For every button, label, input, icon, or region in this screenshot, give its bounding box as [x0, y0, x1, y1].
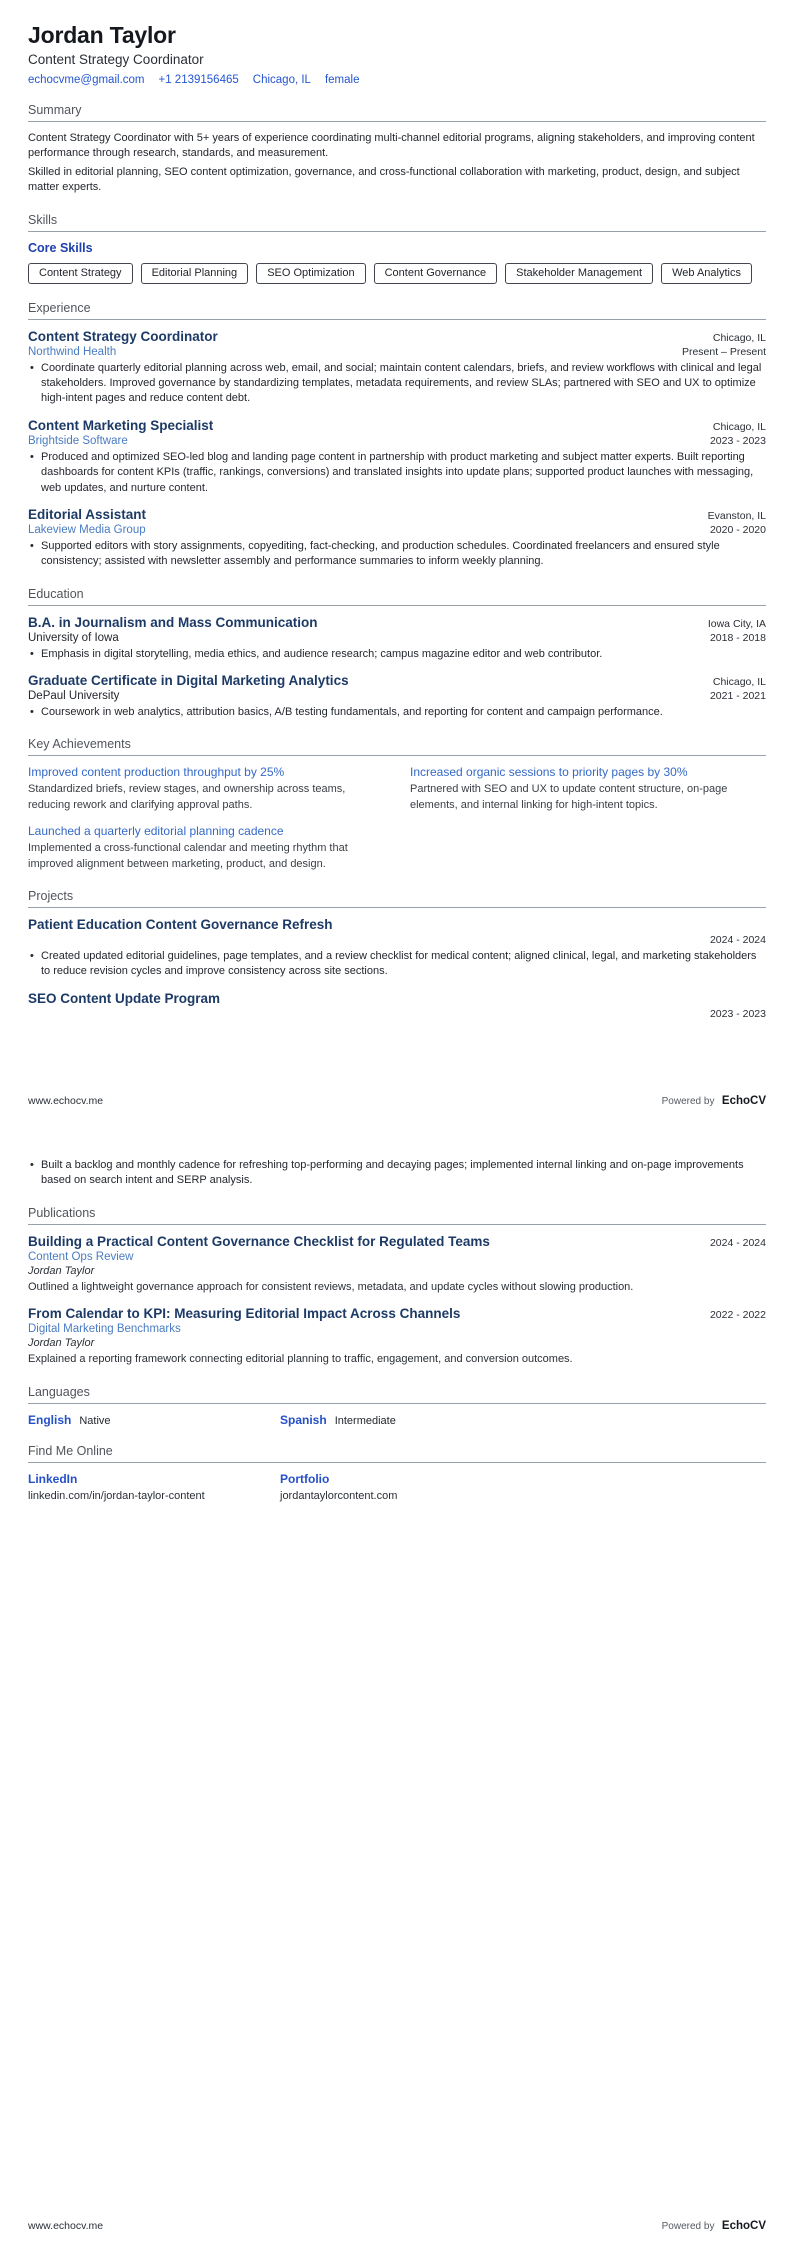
experience-entry: [28, 507, 766, 570]
achievement-title: Increased organic sessions to priority pages by 30%: [410, 765, 688, 780]
online-link-url[interactable]: jordantaylorcontent.com: [280, 1489, 398, 1502]
person-role: Content Strategy Coordinator: [28, 52, 204, 67]
footer-powered-by: [662, 2216, 766, 2234]
language-item: [280, 1413, 766, 1427]
education-entry: [28, 615, 766, 662]
school-name: University of Iowa: [28, 631, 119, 644]
job-title: Content Strategy Coordinator: [28, 328, 218, 344]
publication-description: Outlined a lightweight governance approach for consistent reviews, metadata, and update cycles without slowing production.: [28, 1280, 634, 1293]
skill-chip: SEO Optimization: [256, 263, 365, 284]
section-summary: [28, 103, 766, 196]
footer-brand-link[interactable]: EchoCV: [721, 2220, 766, 2232]
skill-chip: Content Strategy: [28, 263, 133, 284]
entry-header-row: [28, 1234, 766, 1249]
education-dates: 2018 - 2018: [709, 631, 766, 644]
entry-subheader-row: [28, 344, 766, 358]
section-achievements: [28, 737, 766, 872]
job-dates: Present – Present: [681, 345, 766, 358]
skills-group-title: Core Skills: [28, 240, 93, 255]
achievement-item: [28, 765, 384, 813]
language-level: Intermediate: [334, 1414, 396, 1427]
resume-page-1: [0, 0, 794, 1020]
job-location: Chicago, IL: [712, 331, 766, 344]
project-title: SEO Content Update Program: [28, 990, 221, 1006]
publication-title: Building a Practical Content Governance Checklist for Regulated Teams: [28, 1233, 490, 1249]
company-name: Northwind Health: [28, 345, 117, 358]
section-publications: [28, 1206, 766, 1368]
entry-subheader-row: [28, 433, 766, 447]
resume-header: [28, 22, 766, 86]
section-title-publications: Publications: [28, 1206, 766, 1225]
footer-powered-label: Powered by: [661, 2221, 715, 2232]
skill-chip: Editorial Planning: [141, 263, 249, 284]
section-title-achievements: Key Achievements: [28, 737, 766, 756]
online-link-label[interactable]: Portfolio: [280, 1471, 330, 1486]
section-find-me-online: [28, 1444, 766, 1502]
achievement-item: [28, 824, 384, 872]
section-title-summary: Summary: [28, 103, 766, 122]
publication-dates: 2024 - 2024: [709, 1236, 766, 1249]
section-experience: [28, 301, 766, 570]
entry-header-row: [28, 418, 766, 433]
contact-phone-link[interactable]: +1 2139156465: [158, 74, 239, 86]
skill-chip: Web Analytics: [661, 263, 752, 284]
section-title-languages: Languages: [28, 1385, 766, 1404]
education-dates: 2021 - 2021: [709, 690, 766, 703]
degree-title: Graduate Certificate in Digital Marketing Analytics: [28, 673, 349, 689]
language-item: [28, 1413, 280, 1427]
publication-title: From Calendar to KPI: Measuring Editorial Impact Across Channels: [28, 1306, 461, 1322]
page2-footer: [28, 2216, 766, 2234]
job-dates: 2023 - 2023: [709, 434, 766, 447]
footer-powered-by: [662, 1091, 766, 1109]
degree-title: B.A. in Journalism and Mass Communication: [28, 614, 318, 630]
footer-site-link[interactable]: www.echocv.me: [28, 1095, 104, 1107]
company-name: Lakeview Media Group: [28, 523, 146, 536]
section-title-skills: Skills: [28, 213, 766, 232]
skill-chip: Content Governance: [374, 263, 498, 284]
skill-chip: Stakeholder Management: [505, 263, 653, 284]
summary-paragraph: Content Strategy Coordinator with 5+ years of experience coordinating multi-channel editorial programs, aligning stakeholders, and improving content performance through research, standards, and measurement.: [28, 132, 755, 160]
achievement-title: Launched a quarterly editorial planning cadence: [28, 824, 284, 839]
entry-header-row: [28, 673, 766, 688]
education-bullet: • Coursework in web analytics, attribution basics, A/B testing fundamentals, and reporting for content and campaign performance.: [28, 705, 766, 720]
job-location: Evanston, IL: [707, 509, 766, 522]
language-level: Native: [79, 1414, 111, 1427]
contact-location-link[interactable]: Chicago, IL: [252, 74, 311, 86]
online-link-label[interactable]: LinkedIn: [28, 1471, 78, 1486]
publication-author: Jordan Taylor: [28, 1264, 95, 1277]
entry-subheader-row: [28, 522, 766, 536]
section-projects: [28, 889, 766, 1020]
resume-page-2: [28, 1158, 766, 1502]
achievement-item: [410, 765, 766, 813]
project-dates: 2023 - 2023: [709, 1007, 766, 1020]
publication-dates: 2022 - 2022: [709, 1309, 766, 1322]
section-title-find-me-online: Find Me Online: [28, 1444, 766, 1463]
achievements-grid: [28, 765, 766, 872]
entry-header-row: [28, 1306, 766, 1321]
contact-gender-link[interactable]: female: [324, 74, 360, 86]
contact-row: [28, 74, 766, 86]
education-entry: [28, 673, 766, 720]
section-title-experience: Experience: [28, 301, 766, 320]
publication-entry: [28, 1234, 766, 1295]
job-bullet: • Coordinate quarterly editorial planning across web, email, and social; maintain content calendars, briefs, and review workflows with clinical and legal stakeholders. Improved governance by standardizing templates, metadata requirements, and review SLAs; partnered with SEO and UX to optimize high-intent pages and reduce content debt.: [28, 361, 766, 407]
school-name: DePaul University: [28, 690, 120, 703]
section-title-education: Education: [28, 587, 766, 606]
skills-chip-list: [28, 263, 766, 284]
project-dates: 2024 - 2024: [709, 934, 766, 947]
languages-grid: [28, 1413, 766, 1427]
section-skills: [28, 213, 766, 284]
section-languages: [28, 1385, 766, 1427]
footer-powered-label: Powered by: [661, 1096, 715, 1107]
school-location: Iowa City, IA: [707, 617, 766, 630]
achievement-title: Improved content production throughput by 25%: [28, 765, 285, 780]
publication-entry: [28, 1306, 766, 1367]
project-bullet-continued: • Built a backlog and monthly cadence for refreshing top-performing and decaying pages; implemented internal linking and on-page improvements based on search intent and SERP analysis.: [28, 1158, 766, 1189]
online-link-item: [280, 1472, 766, 1502]
school-location: Chicago, IL: [712, 676, 766, 689]
entry-subheader-row: [28, 630, 766, 644]
education-bullet: • Emphasis in digital storytelling, media ethics, and audience research; campus magazine editor and web contributor.: [28, 647, 766, 662]
online-link-item: [28, 1472, 280, 1502]
language-name: English: [28, 1412, 72, 1427]
job-bullet: • Produced and optimized SEO-led blog and landing page content in partnership with product marketing and subject matter experts. Built reporting dashboards for content KPIs (traffic, rankings, conversions) and translated insights into update plans; supported product launches with messaging, web updates, and nurture content.: [28, 450, 766, 496]
publication-description: Explained a reporting framework connecting editorial planning to traffic, engagement, and conversion outcomes.: [28, 1353, 573, 1366]
project-entry: [28, 917, 766, 980]
entry-header-row: [28, 615, 766, 630]
footer-brand-link[interactable]: EchoCV: [721, 1095, 766, 1107]
job-dates: 2020 - 2020: [709, 523, 766, 536]
entry-header-row: [28, 507, 766, 522]
job-location: Chicago, IL: [712, 420, 766, 433]
experience-entry: [28, 329, 766, 407]
project-bullet: • Created updated editorial guidelines, page templates, and a review checklist for medical content; aligned clinical, legal, and marketing stakeholders to reduce revision cycles and improve consistency across site sections.: [28, 949, 766, 980]
language-name: Spanish: [280, 1412, 327, 1427]
job-title: Content Marketing Specialist: [28, 417, 214, 433]
entry-subheader-row: [28, 688, 766, 702]
entry-header-row: [28, 329, 766, 344]
project-title: Patient Education Content Governance Refresh: [28, 917, 333, 933]
online-link-url[interactable]: linkedin.com/in/jordan-taylor-content: [28, 1489, 205, 1502]
job-bullet: • Supported editors with story assignments, copyediting, fact-checking, and production schedules. Coordinated freelancers and ensured style consistency; assisted with newsletter assembly and performance summaries to inform weekly planning.: [28, 539, 766, 570]
publication-publisher: Digital Marketing Benchmarks: [28, 1323, 181, 1336]
achievement-description: Implemented a cross-functional calendar and meeting rhythm that improved alignment between marketing, product, and design.: [28, 842, 348, 870]
page1-footer: [28, 1091, 766, 1109]
publication-author: Jordan Taylor: [28, 1337, 95, 1350]
publication-publisher: Content Ops Review: [28, 1250, 134, 1263]
experience-entry: [28, 418, 766, 496]
job-title: Editorial Assistant: [28, 506, 147, 522]
project-entry: [28, 991, 766, 1020]
person-name: Jordan Taylor: [28, 22, 176, 48]
company-name: Brightside Software: [28, 434, 128, 447]
summary-paragraph: Skilled in editorial planning, SEO content optimization, governance, and cross-functional collaboration with marketing, product, design, and subject matter experts.: [28, 165, 740, 194]
section-education: [28, 587, 766, 721]
achievement-description: Partnered with SEO and UX to update content structure, on-page elements, and internal linking for high-intent topics.: [410, 783, 728, 811]
achievement-description: Standardized briefs, review stages, and ownership across teams, reducing rework and clarifying approval paths.: [28, 783, 346, 811]
contact-email-link[interactable]: echocvme@gmail.com: [28, 74, 145, 86]
footer-site-link[interactable]: www.echocv.me: [28, 2220, 104, 2232]
section-title-projects: Projects: [28, 889, 766, 908]
online-links-grid: [28, 1472, 766, 1502]
